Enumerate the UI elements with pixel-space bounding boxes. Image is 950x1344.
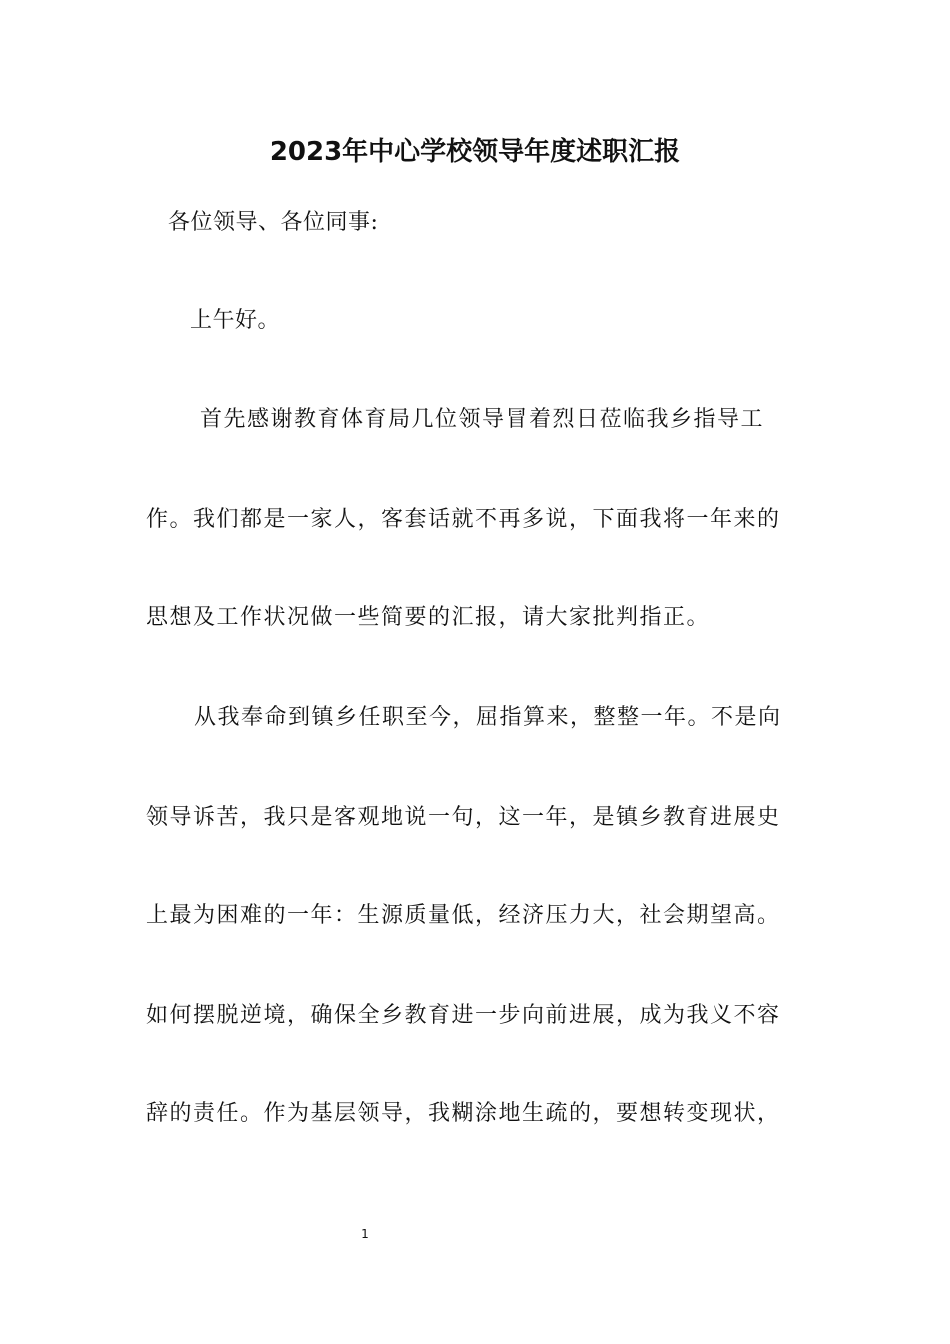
paragraph-2-line-3: 上最为困难的一年：生源质量低，经济压力大，社会期望高。 [146,903,781,928]
salutation-line: 各位领导、各位同事: [168,210,379,235]
paragraph-2-line-4: 如何摆脱逆境，确保全乡教育进一步向前进展，成为我义不容 [146,1003,781,1028]
paragraph-2-line-1: 从我奉命到镇乡任职至今，屈指算来，整整一年。不是向 [194,705,782,730]
paragraph-2-line-5: 辞的责任。作为基层领导，我糊涂地生疏的，要想转变现状， [146,1101,781,1126]
page-number: 1 [361,1227,369,1241]
paragraph-1-line-2: 作。我们都是一家人，客套话就不再多说，下面我将一年来的 [146,507,781,532]
greeting-line: 上午好。 [190,308,281,333]
paragraph-2-line-2: 领导诉苦，我只是客观地说一句，这一年，是镇乡教育进展史 [146,805,781,830]
paragraph-1-line-1: 首先感谢教育体育局几位领导冒着烈日莅临我乡指导工 [200,407,765,432]
document-title: 2023年中心学校领导年度述职汇报 [269,137,681,167]
paragraph-1-line-3: 思想及工作状况做一些简要的汇报，请大家批判指正。 [146,605,711,630]
